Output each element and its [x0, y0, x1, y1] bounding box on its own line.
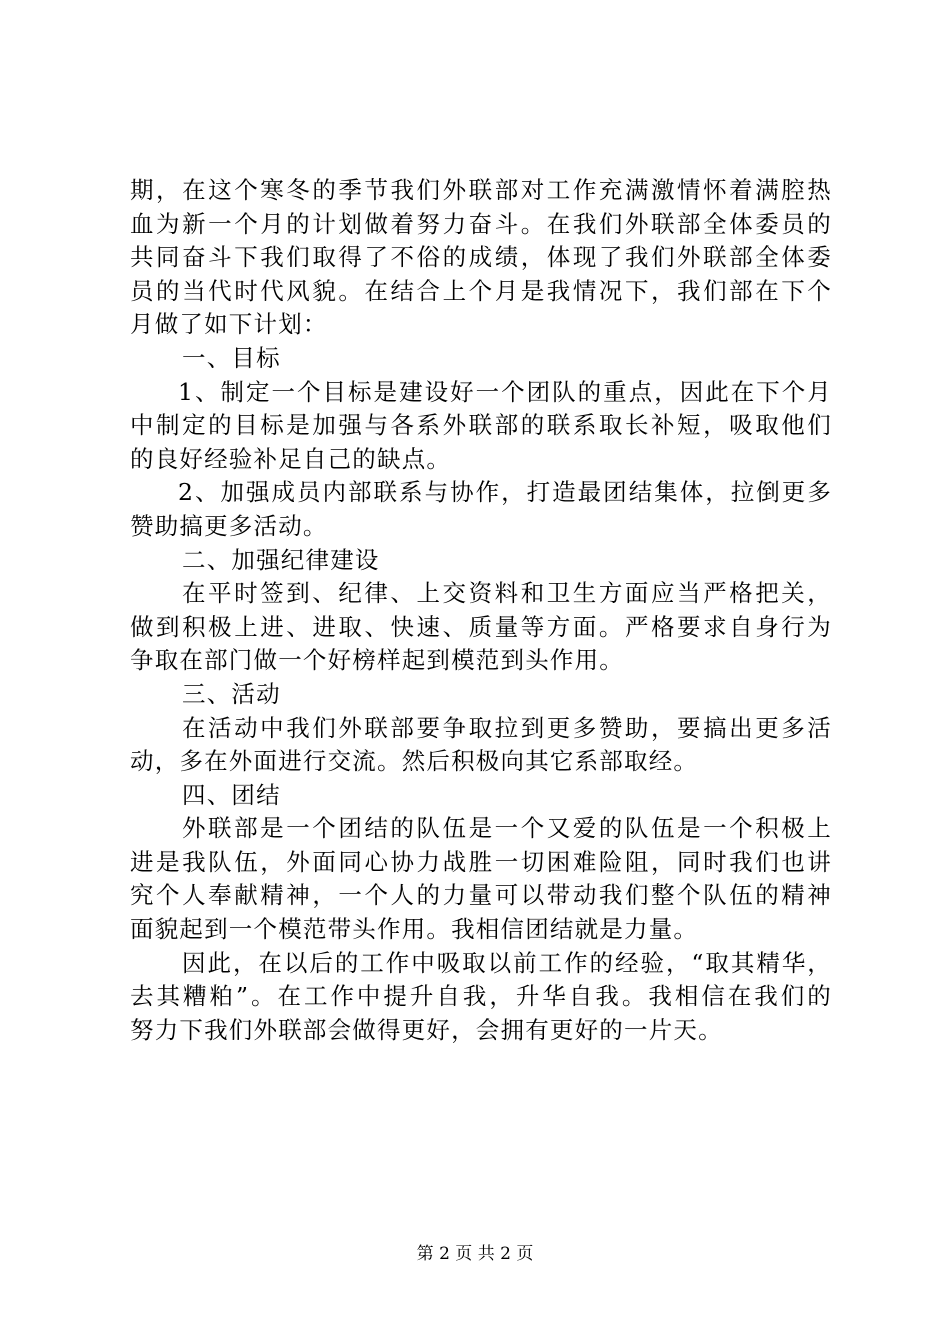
body-line: 在活动中我们外联部要争取拉到更多赞助，要搞出更多活 — [182, 713, 832, 742]
body-line: 努力下我们外联部会做得更好，会拥有更好的一片天。 — [130, 1015, 723, 1044]
body-line: 2、加强成员内部联系与协作，打造最团结集体，拉倒更多 — [178, 478, 832, 507]
body-line: 究个人奉献精神，一个人的力量可以带动我们整个队伍的精神 — [130, 881, 832, 910]
body-line: 月做了如下计划： — [130, 310, 328, 339]
body-line: 期，在这个寒冬的季节我们外联部对工作充满激情怀着满腔热 — [130, 176, 832, 204]
body-line: 进是我队伍，外面同心协力战胜一切困难险阻，同时我们也讲 — [130, 847, 832, 876]
body-line: 做到积极上进、进取、快速、质量等方面。严格要求自身行为 — [130, 612, 832, 641]
body-line: 中制定的目标是加强与各系外联部的联系取长补短，吸取他们 — [130, 411, 832, 440]
page-number-footer: 第 2 页 共 2 页 — [416, 1244, 534, 1264]
section-heading: 一、目标 — [182, 343, 281, 372]
body-line: 血为新一个月的计划做着努力奋斗。在我们外联部全体委员的 — [130, 209, 832, 238]
section-heading: 二、加强纪律建设 — [182, 545, 380, 574]
body-line: 在平时签到、纪律、上交资料和卫生方面应当严格把关， — [182, 579, 832, 608]
body-line: 面貌起到一个模范带头作用。我相信团结就是力量。 — [130, 915, 699, 944]
body-line: 因此，在以后的工作中吸取以前工作的经验，“取其精华， — [182, 948, 832, 977]
document-body — [130, 174, 832, 1047]
body-line: 争取在部门做一个好榜样起到模范到头作用。 — [130, 646, 624, 675]
section-heading: 四、团结 — [182, 780, 281, 809]
body-line: 赞助搞更多活动。 — [130, 511, 328, 540]
body-line: 去其糟粕”。在工作中提升自我，升华自我。我相信在我们的 — [130, 982, 832, 1011]
body-line: 员的当代时代风貌。在结合上个月是我情况下，我们部在下个 — [130, 276, 832, 305]
section-heading: 三、活动 — [182, 679, 281, 708]
body-line: 共同奋斗下我们取得了不俗的成绩，体现了我们外联部全体委 — [130, 243, 832, 272]
body-line: 动，多在外面进行交流。然后积极向其它系部取经。 — [130, 747, 699, 776]
body-line: 的良好经验补足自己的缺点。 — [130, 444, 452, 473]
body-line: 1、制定一个目标是建设好一个团队的重点，因此在下个月 — [178, 377, 832, 406]
body-line: 外联部是一个团结的队伍是一个又爱的队伍是一个积极上 — [182, 814, 832, 843]
